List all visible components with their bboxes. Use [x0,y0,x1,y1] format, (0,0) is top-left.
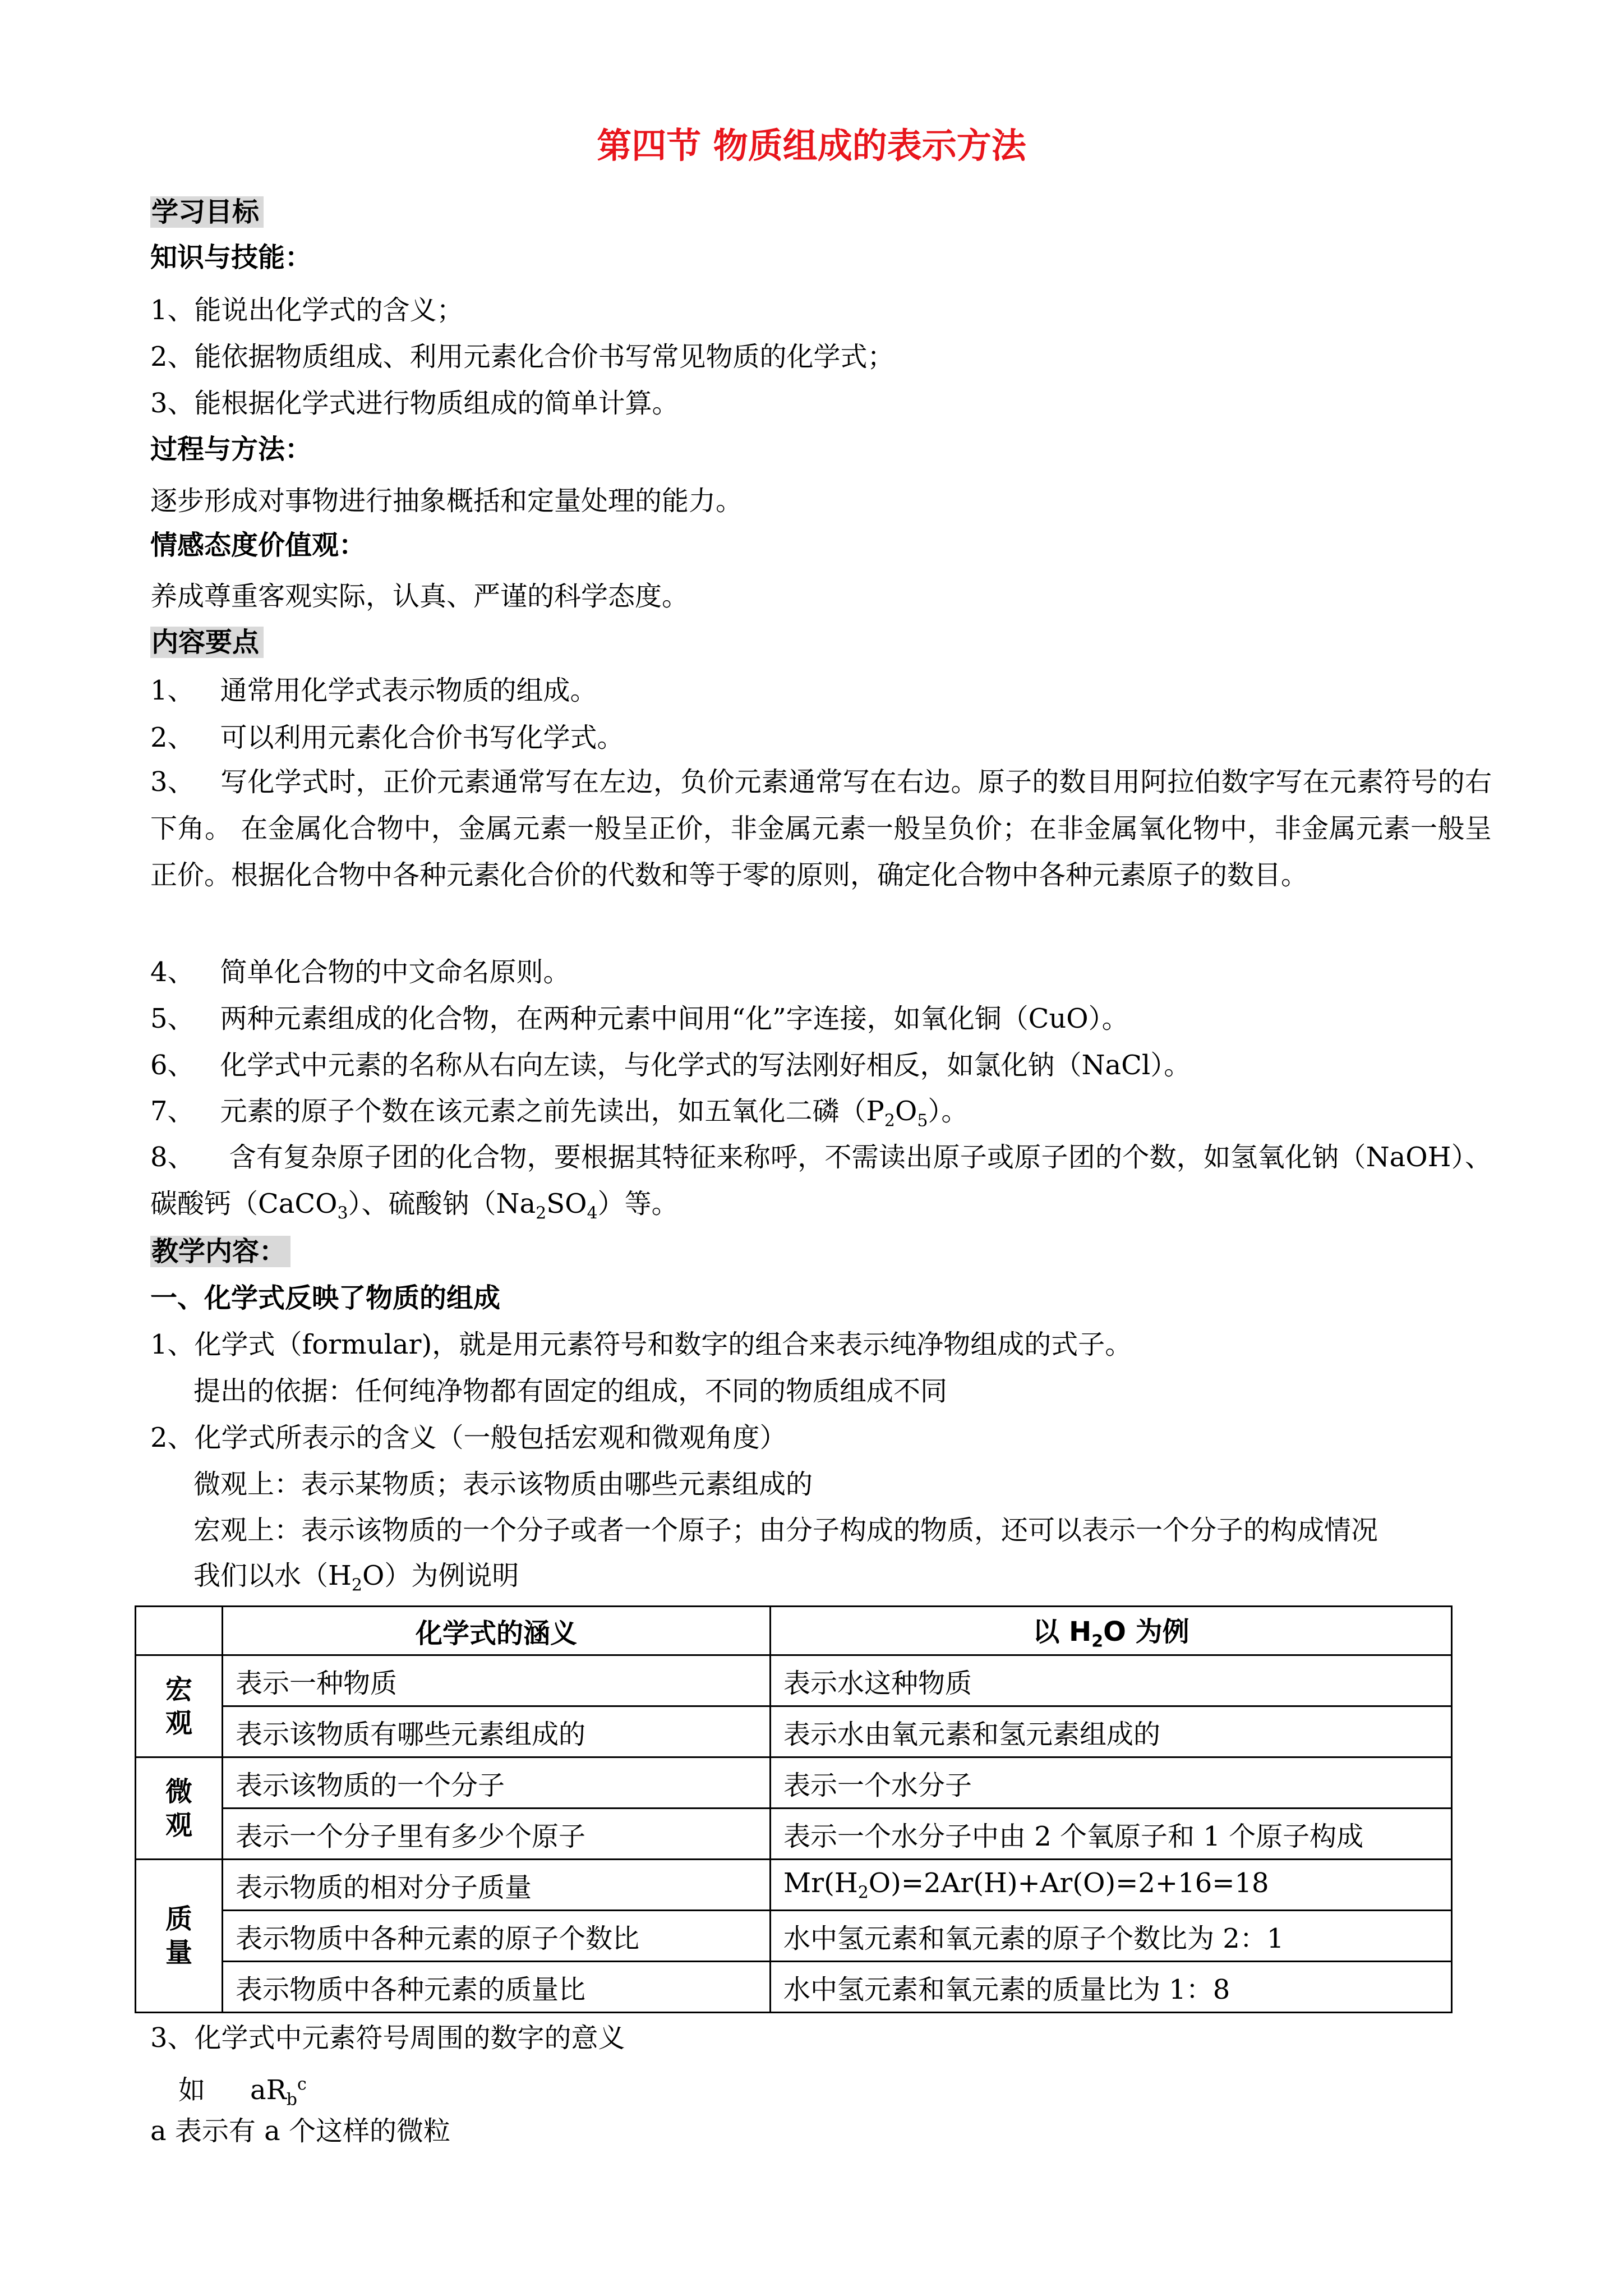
page-title: 第四节 物质组成的表示方法 [597,125,1026,166]
table-header-row [136,1607,1452,1655]
table-cell: 表示水由氧元素和氢元素组成的 [771,1706,1452,1757]
table-header-meaning: 化学式的涵义 [223,1607,771,1655]
table-cell: 表示一个水分子中由 2 个氧原子和 1 个原子构成 [771,1809,1452,1860]
teaching-line-2a: 微观上：表示某物质；表示该物质由哪些元素组成的 [193,1469,813,1500]
table-row [136,1962,1452,2013]
table-cell: 表示一种物质 [223,1655,771,1706]
emotion-text: 养成尊重客观实际，认真、严谨的科学态度。 [150,581,689,612]
table-cell: 表示水这种物质 [771,1655,1452,1706]
table-cell: $Mr(H_2O)=2Ar(H)+Ar(O)=2+16=18$ [771,1860,1452,1911]
table-row [136,1655,1452,1706]
knowledge-item-3: 3、能根据化学式进行物质组成的简单计算。 [150,388,679,419]
key-point-6: 6、 化学式中元素的名称从右向左读，与化学式的写法刚好相反，如氯化钠（NaCl）。 [150,1050,1191,1081]
table-header-blank [136,1607,223,1655]
table-cell: 表示该物质的一个分子 [223,1757,771,1809]
process-text: 逐步形成对事物进行抽象概括和定量处理的能力。 [150,485,743,517]
knowledge-item-1: 1、能说出化学式的含义； [150,295,464,326]
objectives-heading: 学习目标 [150,195,264,229]
teaching-line-2c: 我们以水$(H_2O)$为例说明 [193,1560,519,1595]
key-points-heading: 内容要点 [150,625,264,660]
process-heading: 过程与方法： [150,434,312,465]
knowledge-item-2: 2、能依据物质组成、利用元素化合价书写常见物质的化学式； [150,341,895,372]
numbers-meaning-line: 3、化学式中元素符号周围的数字的意义 [150,2022,625,2054]
table-cell: 表示物质的相对分子质量 [223,1860,771,1911]
table-row [136,1911,1452,1962]
section-1-heading: 一、化学式反映了物质的组成 [150,1282,501,1314]
teaching-line-2b: 宏观上：表示该物质的一个分子或者一个原子；由分子构成的物质，还可以表示一个分子的构成情况 [193,1515,1378,1546]
formula-example: 如 $aR_b^c$ [178,2074,307,2110]
group-micro: 微观 [136,1757,223,1860]
teaching-line-2: 2、化学式所表示的含义（一般包括宏观和微观角度） [150,1422,787,1453]
table-row [136,1809,1452,1860]
table-row [136,1757,1452,1809]
table-header-example: 以 $H_2O$ 为例 [771,1607,1452,1655]
table-cell: 水中氢元素和氧元素的原子个数比为 2：1 [771,1911,1452,1962]
a-meaning-line: a 表示有 a 个这样的微粒 [150,2115,451,2147]
table-cell: 表示物质中各种元素的质量比 [223,1962,771,2013]
key-point-4: 4、 简单化合物的中文命名原则。 [150,956,570,988]
table-cell: 表示该物质有哪些元素组成的 [223,1706,771,1757]
emotion-heading: 情感态度价值观： [150,530,366,561]
key-point-5: 5、 两种元素组成的化合物，在两种元素中间用“化”字连接，如氧化铜（CuO）。 [150,1003,1129,1034]
group-mass: 质量 [136,1860,223,2013]
key-point-8: 8、 含有复杂原子团的化合物，要根据其特征来称呼，不需读出原子或原子团的个数，如氢氧化钠（NaOH）、碳酸钙（CaCO$_3$）、硫酸钠$(Na_2SO_4)$等。 [150,1142,1492,1223]
key-point-2: 2、 可以利用元素化合价书写化学式。 [150,722,624,753]
formula-meaning-table [135,1605,1453,2013]
table-cell: 表示一个水分子 [771,1757,1452,1809]
key-point-7: 7、 元素的原子个数在该元素之前先读出，如五氧化二磷$(P_2O_5)$。 [150,1096,969,1131]
group-macro: 宏观 [136,1655,223,1757]
knowledge-heading: 知识与技能： [150,242,312,273]
teaching-line-1: 1、化学式（formular)，就是用元素符号和数字的组合来表示纯净物组成的式子。 [150,1329,1132,1360]
table-cell: 表示一个分子里有多少个原子 [223,1809,771,1860]
table-cell: 水中氢元素和氧元素的质量比为 1：8 [771,1962,1452,2013]
teaching-line-1b: 提出的依据：任何纯净物都有固定的组成，不同的物质组成不同 [193,1375,948,1407]
key-point-1: 1、 通常用化学式表示物质的组成。 [150,675,597,706]
key-point-3: 3、 写化学式时，正价元素通常写在左边，负价元素通常写在右边。原子的数目用阿拉伯数字写在元素符号的右下角。 在金属化合物中，金属元素一般呈正价，非金属元素一般呈负价；在非金属氧化物中，非金属元素一般呈正价。根据化合物中各种元素化合价的代数和等于零的原则，确定化合物中各种元素原子的数目。 [150,766,1492,891]
table-cell: 表示物质中各种元素的原子个数比 [223,1911,771,1962]
table-row [136,1706,1452,1757]
teaching-heading: 教学内容： [150,1234,291,1269]
table-row [136,1860,1452,1911]
